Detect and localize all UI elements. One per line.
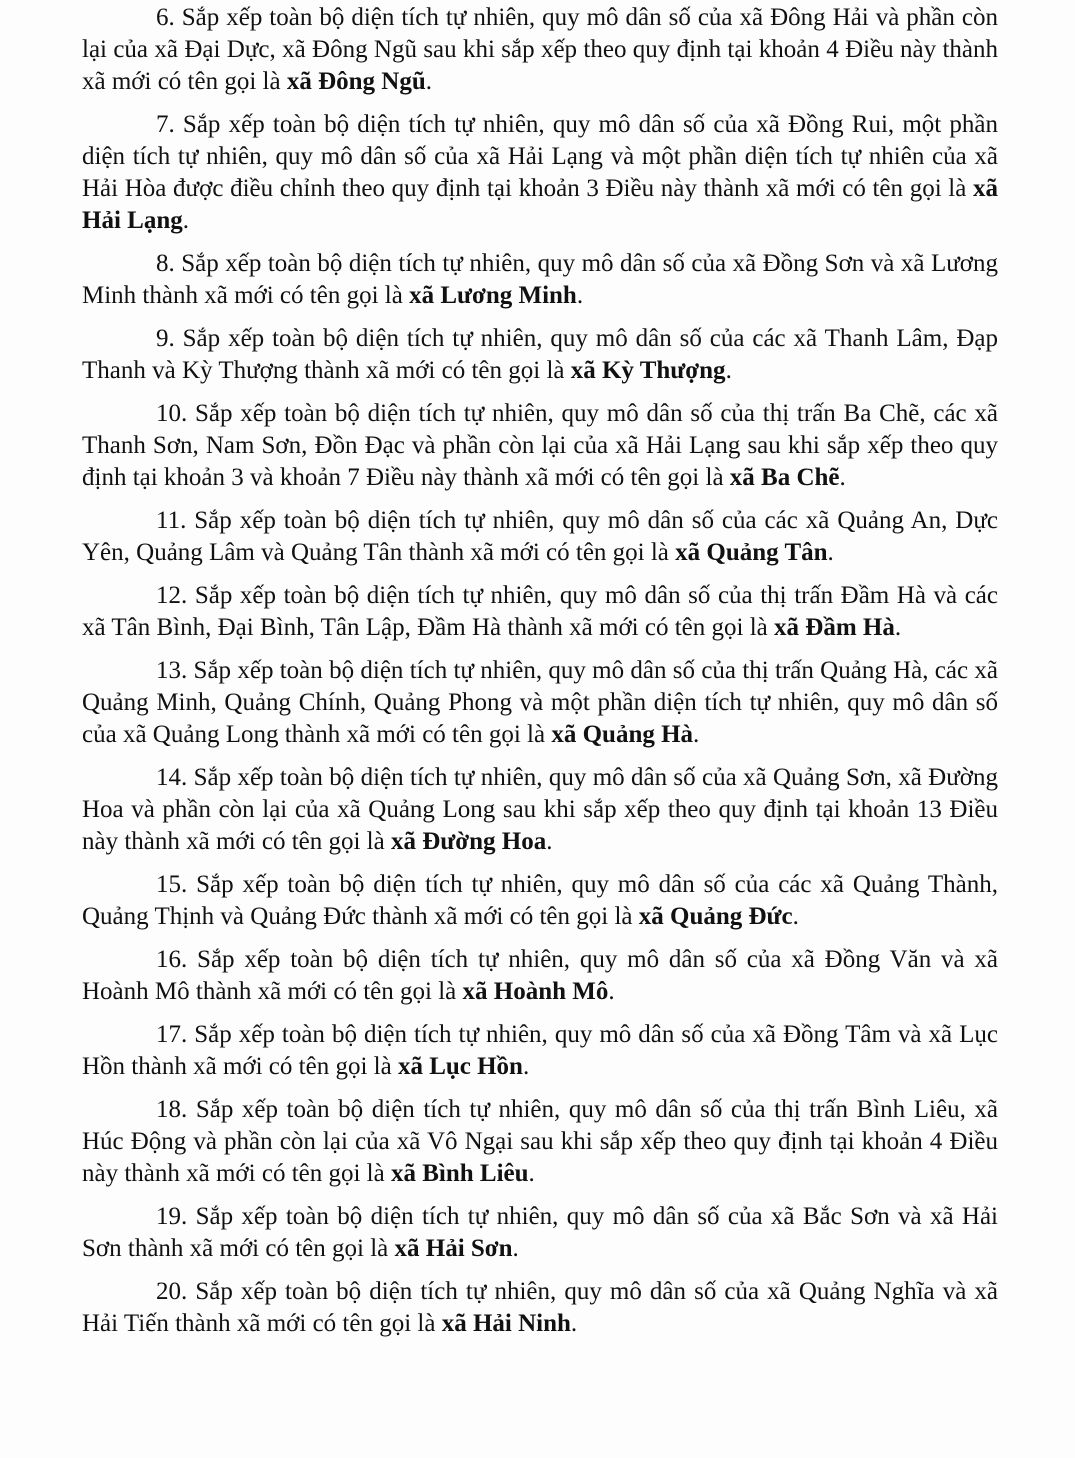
commune-name: xã Ba Chẽ	[729, 464, 840, 491]
paragraph-end: .	[182, 207, 189, 234]
paragraph-item-16	[82, 944, 998, 1008]
paragraph-end: .	[894, 614, 902, 641]
paragraph-text: 7. Sắp xếp toàn bộ diện tích tự nhiên, quy mô dân số của xã Đồng Rui, một phần diện tích tự nhiên, quy mô dân số của xã Hải Lạng và một phần diện tích tự nhiên của xã Hải Hòa được điều chỉnh theo quy định tại khoản 3 Điều này thành xã mới có tên gọi là	[82, 111, 998, 202]
paragraph-text: 12. Sắp xếp toàn bộ diện tích tự nhiên, quy mô dân số của thị trấn Đầm Hà và các xã Tân Bình, Đại Bình, Tân Lập, Đầm Hà thành xã mới có tên gọi là	[82, 582, 998, 641]
paragraph-end: .	[528, 1160, 535, 1187]
paragraph-end: .	[827, 539, 834, 566]
paragraph-text: 13. Sắp xếp toàn bộ diện tích tự nhiên, quy mô dân số của thị trấn Quảng Hà, các xã Quảng Minh, Quảng Chính, Quảng Phong và một phần diện tích tự nhiên, quy mô dân số của xã Quảng Long thành xã mới có tên gọi là	[82, 657, 998, 748]
commune-name: xã Đầm Hà	[774, 614, 895, 641]
paragraph-item-18	[82, 1094, 998, 1190]
paragraph-text: 19. Sắp xếp toàn bộ diện tích tự nhiên, quy mô dân số của xã Bắc Sơn và xã Hải Sơn thành xã mới có tên gọi là	[82, 1203, 998, 1262]
paragraph-item-11	[82, 505, 998, 569]
paragraph-item-17	[82, 1019, 998, 1083]
paragraph-text: 20. Sắp xếp toàn bộ diện tích tự nhiên, quy mô dân số của xã Quảng Nghĩa và xã Hải Tiến thành xã mới có tên gọi là	[82, 1278, 998, 1337]
paragraph-end: .	[725, 357, 732, 384]
paragraph-text: 9. Sắp xếp toàn bộ diện tích tự nhiên, quy mô dân số của các xã Thanh Lâm, Đạp Thanh và Kỳ Thượng thành xã mới có tên gọi là	[82, 325, 998, 384]
paragraph-text: 15. Sắp xếp toàn bộ diện tích tự nhiên, quy mô dân số của các xã Quảng Thành, Quảng Thịnh và Quảng Đức thành xã mới có tên gọi là	[82, 871, 998, 930]
commune-name: xã Đông Ngũ	[286, 68, 426, 95]
paragraph-end: .	[425, 68, 433, 95]
paragraph-end: .	[792, 903, 799, 930]
commune-name: xã Quảng Hà	[551, 721, 694, 748]
paragraph-end: .	[839, 464, 846, 491]
paragraph-item-10	[82, 398, 998, 494]
paragraph-item-12	[82, 580, 998, 644]
paragraph-item-7	[82, 109, 998, 237]
paragraph-item-8	[82, 248, 998, 312]
paragraph-item-6	[82, 2, 998, 98]
commune-name: xã Bình Liêu	[390, 1160, 529, 1187]
commune-name: xã Hải Lạng	[82, 175, 998, 234]
paragraph-end: .	[522, 1053, 530, 1080]
commune-name: xã Quảng Tân	[675, 539, 828, 566]
paragraph-text: 14. Sắp xếp toàn bộ diện tích tự nhiên, quy mô dân số của xã Quảng Sơn, xã Đường Hoa và phần còn lại của xã Quảng Long sau khi sắp xếp theo quy định tại khoản 13 Điều này thành xã mới có tên gọi là	[82, 764, 998, 855]
paragraph-item-13	[82, 655, 998, 751]
paragraph-item-19	[82, 1201, 998, 1265]
paragraph-text: 18. Sắp xếp toàn bộ diện tích tự nhiên, quy mô dân số của thị trấn Bình Liêu, xã Húc Động và phần còn lại của xã Vô Ngại sau khi sắp xếp theo quy định tại khoản 4 Điều này thành xã mới có tên gọi là	[82, 1096, 998, 1187]
paragraph-item-20	[82, 1276, 998, 1340]
commune-name: xã Hải Sơn	[394, 1235, 513, 1262]
commune-name: xã Lương Minh	[409, 282, 577, 309]
document-body	[82, 2, 998, 1351]
paragraph-text: 11. Sắp xếp toàn bộ diện tích tự nhiên, quy mô dân số của các xã Quảng An, Dực Yên, Quảng Lâm và Quảng Tân thành xã mới có tên gọi là	[82, 507, 998, 566]
paragraph-end: .	[512, 1235, 519, 1262]
paragraph-end: .	[608, 978, 615, 1005]
commune-name: xã Kỳ Thượng	[570, 357, 726, 384]
paragraph-text: 17. Sắp xếp toàn bộ diện tích tự nhiên, quy mô dân số của xã Đồng Tâm và xã Lục Hồn thành xã mới có tên gọi là	[82, 1021, 998, 1080]
paragraph-text: 8. Sắp xếp toàn bộ diện tích tự nhiên, quy mô dân số của xã Đồng Sơn và xã Lương Minh thành xã mới có tên gọi là	[82, 250, 998, 309]
commune-name: xã Hải Ninh	[441, 1310, 571, 1337]
commune-name: xã Hoành Mô	[462, 978, 609, 1005]
paragraph-text: 6. Sắp xếp toàn bộ diện tích tự nhiên, quy mô dân số của xã Đông Hải và phần còn lại của xã Đại Dực, xã Đông Ngũ sau khi sắp xếp theo quy định tại khoản 4 Điều này thành xã mới có tên gọi là	[82, 4, 998, 95]
paragraph-item-9	[82, 323, 998, 387]
paragraph-item-15	[82, 869, 998, 933]
commune-name: xã Quảng Đức	[638, 903, 793, 930]
paragraph-end: .	[546, 828, 553, 855]
paragraph-end: .	[570, 1310, 578, 1337]
paragraph-text: 10. Sắp xếp toàn bộ diện tích tự nhiên, quy mô dân số của thị trấn Ba Chẽ, các xã Thanh Sơn, Nam Sơn, Đồn Đạc và phần còn lại của xã Hải Lạng sau khi sắp xếp theo quy định tại khoản 3 và khoản 7 Điều này thành xã mới có tên gọi là	[82, 400, 998, 491]
paragraph-end: .	[576, 282, 584, 309]
paragraph-item-14	[82, 762, 998, 858]
commune-name: xã Lục Hồn	[397, 1053, 523, 1080]
commune-name: xã Đường Hoa	[390, 828, 547, 855]
paragraph-text: 16. Sắp xếp toàn bộ diện tích tự nhiên, quy mô dân số của xã Đồng Văn và xã Hoành Mô thành xã mới có tên gọi là	[82, 946, 998, 1005]
paragraph-end: .	[693, 721, 700, 748]
